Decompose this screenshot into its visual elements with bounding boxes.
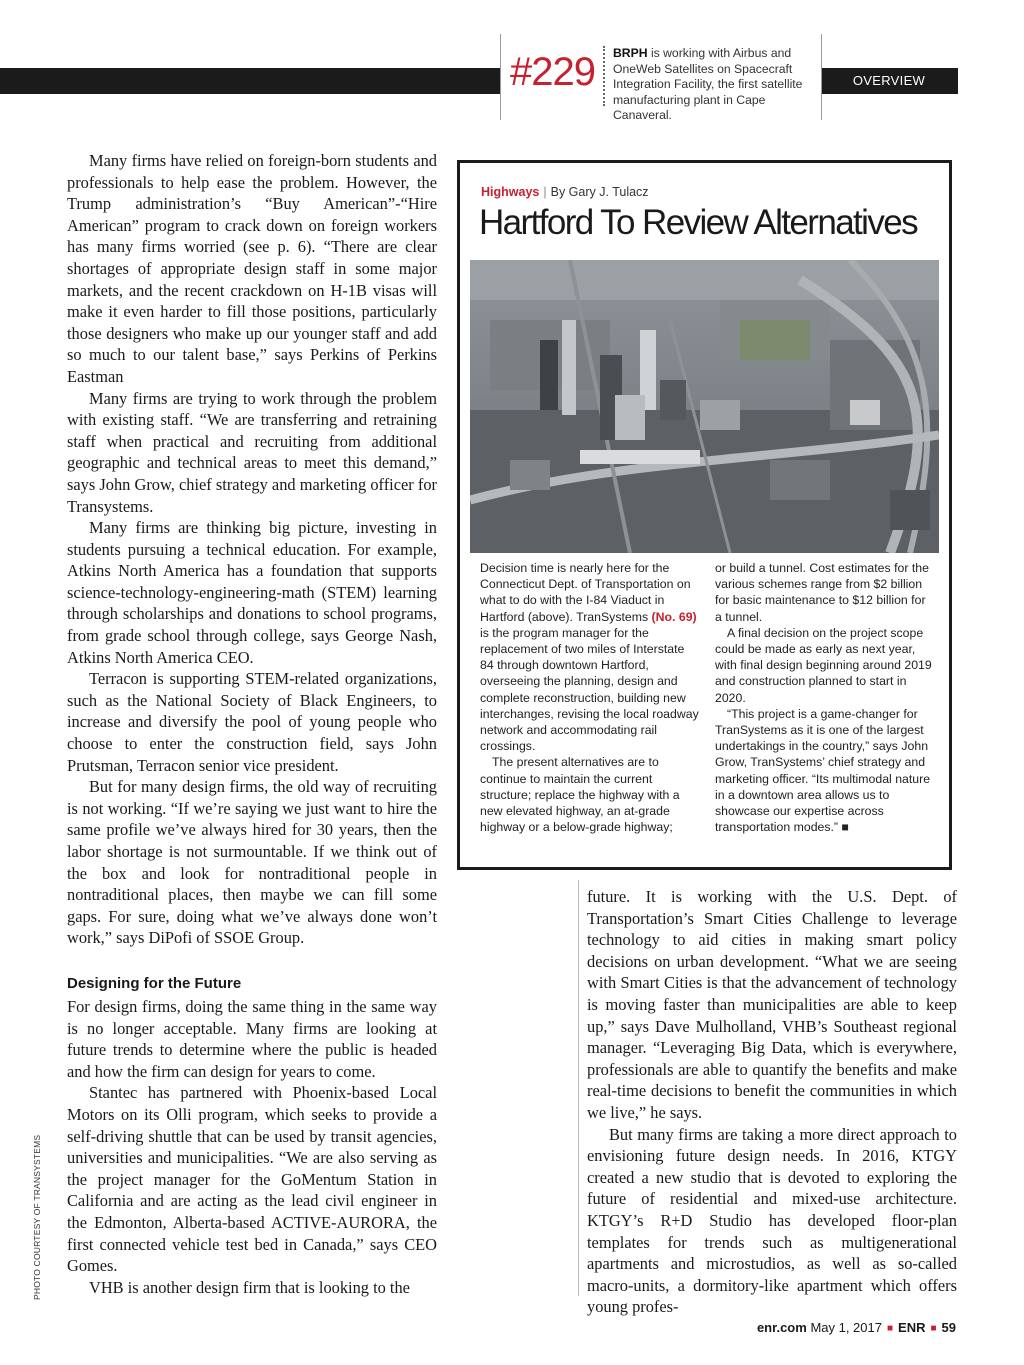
rank-divider: [603, 46, 605, 106]
footer-magazine: ENR: [898, 1320, 926, 1335]
rank-reference: (No. 69): [651, 609, 697, 624]
sidebar-column-2: [715, 560, 934, 835]
sidebar-column-1: [480, 560, 699, 835]
sidebar-paragraph: [715, 706, 934, 836]
hartford-aerial-photo: [470, 260, 939, 553]
page-footer: [716, 1320, 956, 1335]
article-paragraph: Many firms are thinking big picture, investing in students pursuing a technical education. For example, Atkins North America has a foundation that supports science-technology-engineering-math (STEM) learning through scholarships and donations to school programs, from grade school through college, says George Nash, Atkins North America CEO.: [67, 518, 437, 667]
sidebar-text: “This project is a game-changer for TranSystems as it is one of the largest undertakings in the country,” says John Grow, TranSystems’ chief strategy and marketing officer. “Its multimodal nature in a downtown area allows us to showcase our expertise across transportation modes.”: [715, 706, 931, 835]
article-column-right: [587, 886, 957, 1318]
photo-credit: PHOTO COURTESY OF TRANSYSTEMS: [32, 1134, 42, 1300]
article-column-left: [67, 150, 437, 949]
section-label: OVERVIEW: [852, 73, 926, 88]
rank-firm: BRPH: [613, 46, 648, 60]
rank-number: #229: [510, 50, 595, 94]
column-divider: [578, 880, 579, 1296]
sidebar-byline: By Gary J. Tulacz: [550, 185, 649, 199]
end-mark: ■: [841, 820, 849, 835]
footer-date: May 1, 2017: [810, 1320, 882, 1335]
article-paragraph: VHB is another design firm that is looking to the: [89, 1277, 410, 1297]
article-column-left-lower: [67, 996, 437, 1298]
sidebar-paragraph: The present alternatives are to continue to maintain the current structure; replace the highway with a new elevated highway, an at-grade highway or a below-grade highway;: [480, 755, 680, 835]
article-paragraph: Stantec has partnered with Phoenix-based Local Motors on its Olli program, which seeks to provide a self-driving shuttle that can be used by transit agencies, universities and municipalities. “We are also serving as the project manager for the GoMentum Station in California and are acting as the lead civil engineer in the Edmonton, Alberta-based ACTIVE-AURORA, the first connected vehicle test bed in Canada,” says CEO Gomes.: [67, 1083, 437, 1276]
sidebar-title: Hartford To Review Alternatives: [479, 203, 918, 242]
article-paragraph: future. It is working with the U.S. Dept. of Transportation’s Smart Cities Challenge to leverage technology to aid cities in making smart policy decisions on urban development. “What we are seeing with Smart Cities is that the advancement of technology is moving faster than municipalities are able to keep up,” says Dave Mulholland, VHB’s Southeast regional manager. “Leveraging Big Data, which is everywhere, professionals are able to quantify the benefits and make real-time decisions to benefit the communities in which we live,” he says.: [587, 887, 957, 1122]
sidebar-text: Decision time is nearly here for the Connecticut Dept. of Transportation on what to do with the I-84 Viaduct in Hartford (above). TranSystems: [480, 561, 691, 624]
article-paragraph: Many firms have relied on foreign-born students and professionals to help ease the problem. However, the Trump administration’s “Buy American”-“Hire American” program to crack down on foreign workers has many firms worried (see p. 6). “There are clear shortages of appropriate design staff in some major markets, and the recent crackdown on H-1B visas will make it even harder to fill those positions, particularly those designers who make up our younger staff and add so much to our talent base,” says Perkins of Perkins Eastman: [67, 151, 437, 386]
sidebar-text: is the program manager for the replacement of two miles of Interstate 84 through downtown Hartford, overseeing the planning, design and complete reconstruction, building new interchanges, revising the local roadway network and accommodating rail crossings.: [480, 625, 699, 754]
article-paragraph: But many firms are taking a more direct approach to envisioning future design needs. In 2016, KTGY created a new studio that is devoted to exploring the future of residential and mixed-use architecture. KTGY’s R+D Studio has developed floor-plan templates for trends such as multigenerational apartments and microstudios, as well as so-called macro-units, a dormitory-like apartment which offers young profes-: [587, 1124, 957, 1317]
article-paragraph: But for many design firms, the old way of recruiting is not working. “If we’re saying we just want to hire the same profile we’ve always hired for 30 years, then the labor shortage is not surmountable. If we think out of the box and look for nontraditional people in nontraditional places, then maybe we can fill some gaps. For sure, doing what we’ve always done won’t work,” says DiPofi of SSOE Group.: [67, 777, 437, 948]
sidebar-box: [457, 160, 952, 870]
footer-site: enr.com: [756, 1320, 807, 1335]
sidebar-paragraph: A final decision on the project scope could be made as early as next year, with final design beginning around 2019 and construction planned to start in 2020.: [715, 625, 932, 705]
rank-description: [613, 46, 818, 124]
article-paragraph: Terracon is supporting STEM-related organizations, such as the National Society of Black Engineers, to increase and diversify the pool of young people who choose to enter the construction field, says John Prutsman, Terracon senior vice president.: [67, 669, 437, 775]
sidebar-category: Highways: [481, 185, 540, 199]
article-paragraph: Many firms are trying to work through the problem with existing staff. “We are transferring and retraining staff when practical and recruiting from additional geographic and technical areas to meet this demand,” says John Grow, chief strategy and marketing officer for Transystems.: [67, 388, 437, 516]
section-subhead: Designing for the Future: [67, 975, 242, 992]
sidebar-kicker: Highways | By Gary J. Tulacz: [481, 185, 649, 199]
rank-text: is working with Airbus and OneWeb Satellites on Spacecraft Integration Facility, the first satellite manufacturing plant in Cape Canaveral.: [613, 46, 803, 122]
footer-separator-icon: ■: [886, 1323, 894, 1334]
sidebar-paragraph: [480, 560, 699, 754]
page-number: 59: [941, 1320, 956, 1335]
footer-separator-icon: ■: [930, 1323, 937, 1334]
sidebar-paragraph: or build a tunnel. Cost estimates for the various schemes range from $2 billion for basic maintenance to $12 billion for a tunnel.: [715, 561, 929, 624]
article-paragraph: For design firms, doing the same thing in the same way is no longer acceptable. Many firms are looking at future trends to determine where the public is headed and how the firm can design for years to come.: [67, 997, 437, 1081]
